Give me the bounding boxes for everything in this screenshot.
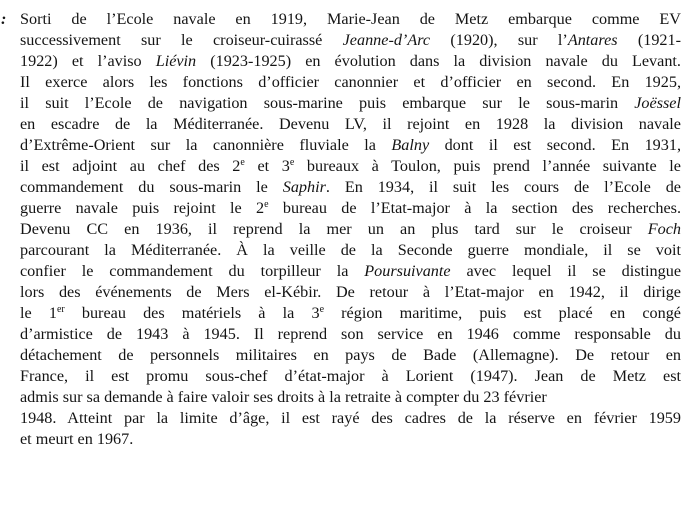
text-line: [20, 366, 681, 387]
text-run: Sorti de l’Ecole navale en 1919, Marie-Jean de Metz embarque comme EV: [20, 10, 681, 28]
text-line: [20, 30, 681, 51]
text-run: d’armistice de 1943 à 1945. Il reprend son service en 1946 comme responsable du: [20, 325, 681, 343]
text-run: (1921-: [617, 31, 682, 49]
text-run: bureaux à Toulon, puis prend l’année suivante le: [294, 157, 681, 175]
text-run: (1920), sur l’: [430, 31, 568, 49]
text-line: [20, 156, 681, 177]
text-line: [20, 51, 681, 72]
text-line: [20, 135, 681, 156]
text-line: [20, 429, 681, 450]
text-run: il suit l’Ecole de navigation sous-marine puis embarque sur le sous-marin: [20, 94, 635, 112]
text-run: dont il est second. En 1931,: [429, 136, 682, 154]
text-run: et 3: [244, 157, 290, 175]
text-run: bureau des matériels à la 3: [64, 304, 320, 322]
list-marker: :: [1, 10, 7, 28]
text-line: [20, 219, 681, 240]
text-line: [20, 303, 681, 324]
text-run: et meurt en 1967.: [20, 430, 134, 448]
text-run: Il exerce alors les fonctions d’officier canonnier et d’officier en second. En 1925,: [20, 73, 681, 91]
italic-name: Liévin: [155, 52, 197, 70]
italic-name: Poursuivante: [364, 262, 451, 280]
italic-name: Balny: [391, 136, 430, 154]
text-line: [20, 9, 681, 30]
text-line: [20, 324, 681, 345]
italic-name: Jeanne-d’Arc: [342, 31, 431, 49]
text-run: 1948. Atteint par la limite d’âge, il est rayé des cadres de la réserve en février 1959: [20, 409, 681, 427]
ordinal-superscript: e: [319, 304, 325, 315]
text-line: [20, 345, 681, 366]
text-line: [20, 240, 681, 261]
text-line: [20, 114, 681, 135]
text-run: . En 1934, il suit les cours de l’Ecole de: [325, 178, 681, 196]
text-run: commandement du sous-marin le: [20, 178, 283, 196]
italic-name: Saphir: [282, 178, 326, 196]
text-run: en escadre de la Méditerranée. Devenu LV, il rejoint en 1928 la division navale: [20, 115, 681, 133]
text-run: région maritime, puis est placé en congé: [324, 304, 681, 322]
text-line: [20, 177, 681, 198]
text-run: parcourant la Méditerranée. À la veille de la Seconde guerre mondiale, il se voit: [20, 241, 681, 259]
text-line: [20, 261, 681, 282]
ordinal-superscript: e: [240, 157, 245, 168]
italic-name: Antares: [567, 31, 618, 49]
text-run: il est adjoint au chef des 2: [20, 157, 241, 175]
ordinal-superscript: e: [289, 157, 295, 168]
text-line: [20, 387, 681, 408]
text-line: [20, 72, 681, 93]
text-run: détachement de personnels militaires en pays de Bade (Allemagne). De retour en: [20, 346, 681, 364]
text-line: [20, 93, 681, 114]
text-run: France, il est promu sous-chef d’état-major à Lorient (1947). Jean de Metz est: [20, 367, 681, 385]
text-run: 1922) et l’aviso: [20, 52, 156, 70]
text-run: admis sur sa demande à faire valoir ses droits à la retraite à compter du 23 février: [20, 388, 547, 406]
text-run: confier le commandement du torpilleur la: [20, 262, 365, 280]
ordinal-superscript: er: [56, 304, 65, 315]
text-run: lors des événements de Mers el-Kébir. De retour à l’Etat-major en 1942, il dirige: [20, 283, 681, 301]
ordinal-superscript: e: [264, 199, 269, 210]
text-run: guerre navale puis rejoint le 2: [20, 199, 265, 217]
text-run: successivement sur le croiseur-cuirassé: [20, 31, 343, 49]
text-run: (1923-1925) en évolution dans la division navale du Levant.: [196, 52, 681, 70]
text-line: [20, 408, 681, 429]
italic-name: Joëssel: [634, 94, 681, 112]
text-run: bureau de l’Etat-major à la section des recherches.: [268, 199, 682, 217]
text-run: le 1: [20, 304, 57, 322]
text-run: avec lequel il se distingue: [450, 262, 681, 280]
biography-paragraph: [20, 9, 681, 450]
text-line: [20, 198, 681, 219]
text-line: [20, 282, 681, 303]
text-run: Devenu CC en 1936, il reprend la mer un an plus tard sur le croiseur: [20, 220, 648, 238]
text-run: d’Extrême-Orient sur la canonnière fluviale la: [20, 136, 392, 154]
italic-name: Foch: [647, 220, 681, 238]
